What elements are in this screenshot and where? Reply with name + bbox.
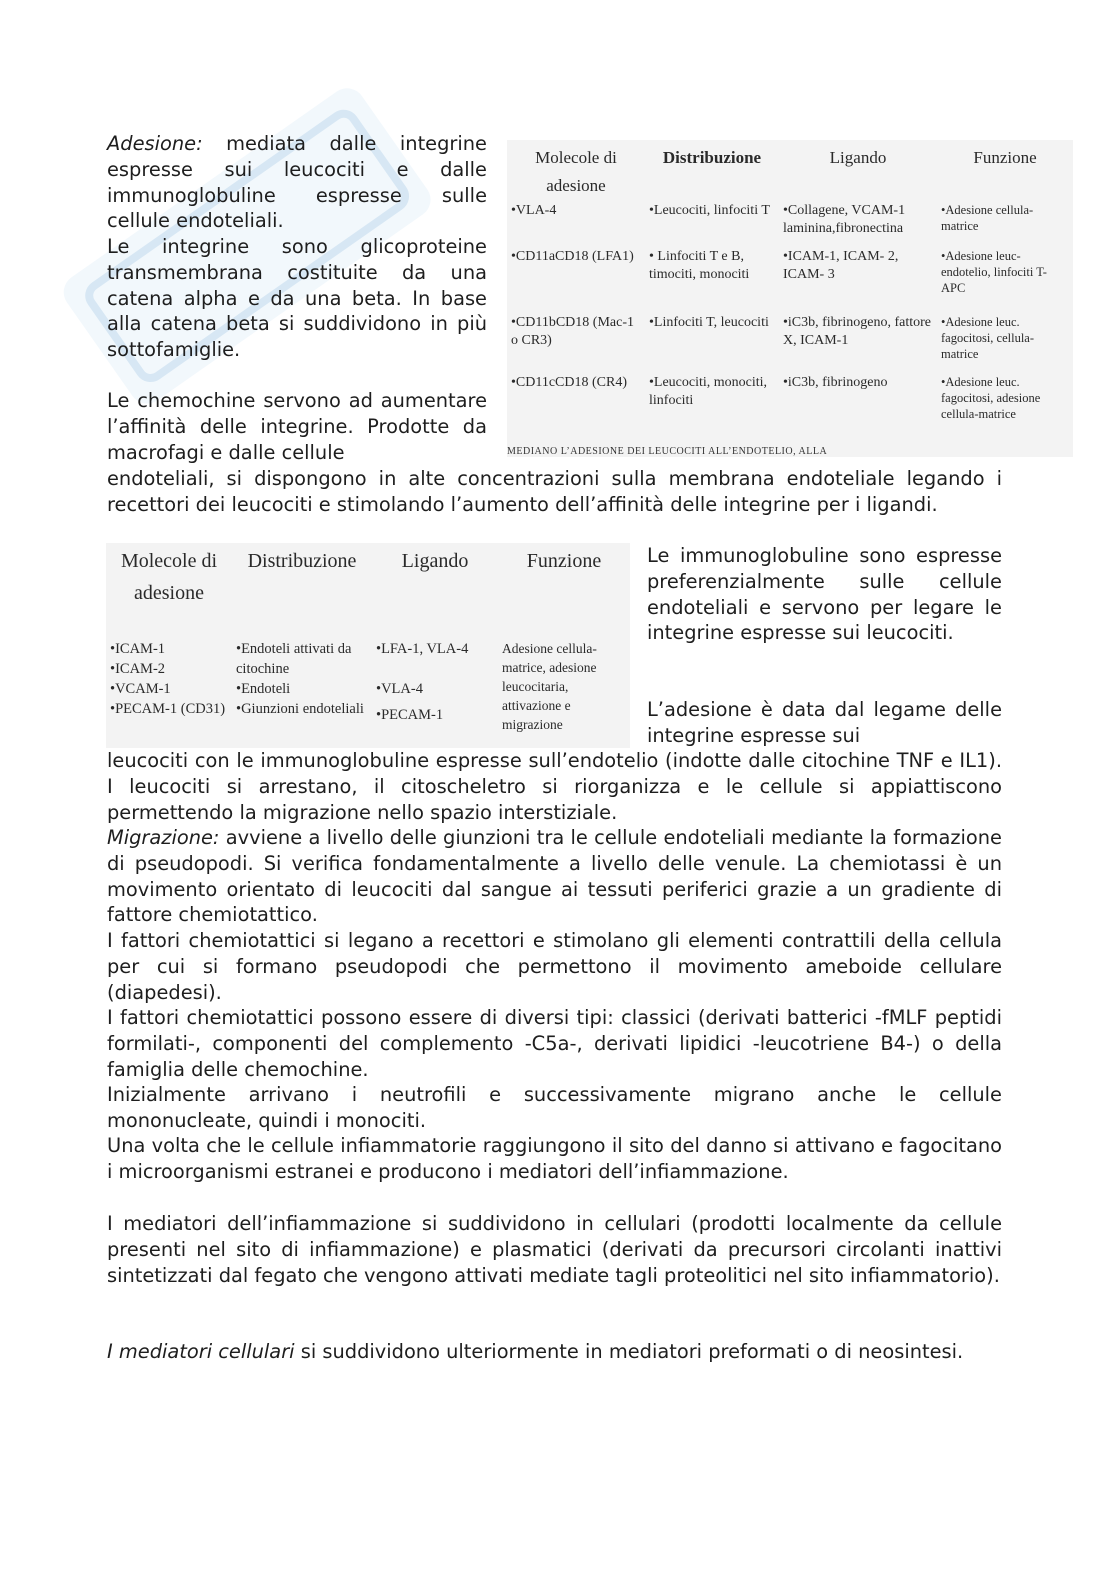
paragraph-cellule-infiammatorie: Una volta che le cellule infiammatorie raggiungono il sito del danno si attivano e fagocitano i microorganismi estranei e producono i mediatori dell’infiammazione. [107, 1134, 1002, 1183]
t1-cell: •CD11aCD18 (LFA1) [511, 249, 634, 264]
table-row [507, 374, 1073, 444]
t1-cell: •iC3b, fibrinogeno [783, 375, 888, 390]
t2-cell: •VLA-4 [376, 681, 423, 697]
t2-cell: •Endoteli [236, 681, 291, 697]
t2-cell: Adesione cellula-matrice, adesione leucocitaria, attivazione e migrazione [502, 641, 597, 732]
paragraph-neutrofili: Inizialmente arrivano i neutrofili e successivamente migrano anche le cellule mononucleate, quindi i monociti. [107, 1083, 1002, 1132]
t2-cell: •PECAM-1 [376, 707, 444, 723]
t2-header-distribuzione: Distribuzione [247, 550, 357, 572]
term-mediatori-cellulari: I mediatori cellulari [107, 1340, 295, 1363]
term-migrazione: Migrazione: [107, 826, 220, 849]
immunoglobulin-table [106, 543, 630, 748]
t1-cell: •iC3b, fibrinogeno, fattore X, ICAM-1 [783, 315, 931, 348]
paragraph-chemochine-start: Le chemochine servono ad aumentare l’affinità delle integrine. Prodotte da macrofagi e dalle cellule [107, 389, 487, 464]
paragraph-chemochine-end: endoteliali, si dispongono in alte concentrazioni sulla membrana endoteliale legando i recettori dei leucociti e stimolando l’aumento dell’affinità delle integrine per i ligandi. [107, 467, 1002, 516]
paragraph-mediatori: I mediatori dell’infiammazione si suddividono in cellulari (prodotti localmente da cellule presenti nel sito di infiammazione) e plasmatici (derivati da precursori circolanti inattivi sintetizzati dal fegato che vengono attivati mediate tagli proteolitici nel sito infiammatorio). [107, 1212, 1002, 1287]
paragraph-adesione-legame-end: leucociti con le immunoglobuline espresse sull’endotelio (indotte dalle citochine TNF e IL1). I leucociti si arrestano, il citoscheletro si riorganizza e le cellule si appiattiscono permettendo la migrazione nello spazio interstiziale. [107, 749, 1002, 824]
t2-cell: •VCAM-1 [110, 681, 171, 697]
t1-cell: •Leucociti, monociti, linfociti [649, 375, 768, 408]
t1-cell: •Adesione leuc-endotelio, linfociti T-APC [941, 249, 1047, 295]
t2-header-funzione: Funzione [526, 550, 602, 572]
t1-cell: •Adesione cellula-matrice [941, 203, 1034, 233]
t1-header-ligando: Ligando [829, 148, 887, 167]
t2-cell: •LFA-1, VLA-4 [376, 641, 469, 657]
t1-cell: •Adesione leuc. fagocitosi, adesione cellula-matrice [941, 375, 1041, 421]
mediatori-cellulari-text: si suddividono ulteriormente in mediatori preformati o di neosintesi. [294, 1340, 964, 1363]
t2-cell: •PECAM-1 (CD31) [110, 701, 226, 717]
t2-header-molecole: Molecole di adesione [120, 550, 218, 604]
paragraph-immunoglobuline: Le immunoglobuline sono espresse preferenzialmente sulle cellule endoteliali e servono per legare le integrine espresse sui leucociti. [647, 544, 1002, 645]
t2-cell: •ICAM-1 [110, 641, 166, 657]
paragraph-migrazione [107, 825, 1002, 928]
t1-cell: •VLA-4 [511, 203, 557, 218]
t2-header-ligando: Ligando [401, 550, 469, 572]
t1-header-molecole: Molecole di adesione [535, 148, 617, 195]
t1-cell: • Linfociti T e B, timociti, monociti [649, 249, 750, 282]
t2-cell: •Giunzioni endoteliali [236, 701, 364, 717]
paragraph-integrine: Le integrine sono glicoproteine transmembrana costituite da una catena alpha e da una beta. In base alla catena beta si suddividono in più sottofamiglie. [107, 235, 487, 362]
t1-cell: •Collagene, VCAM-1 laminina,fibronectina [783, 203, 906, 236]
term-adesione: Adesione: [107, 132, 203, 155]
t2-cell: •Endoteli attivati da citochine [236, 641, 352, 677]
adesione-text: mediata dalle integrine espresse sui leucociti e dalle immunoglobuline espresse sulle cellule endoteliali. [107, 132, 487, 233]
t1-cell: •Linfociti T, leucociti [649, 315, 769, 330]
table-row [507, 314, 1073, 374]
integrin-table [507, 140, 1073, 457]
t1-cell: •CD11cCD18 (CR4) [511, 375, 627, 390]
table-row [507, 202, 1073, 248]
table-row [507, 248, 1073, 314]
paragraph-adesione [107, 131, 487, 234]
table-row [106, 639, 630, 734]
t1-cell: •ICAM-1, ICAM- 2, ICAM- 3 [783, 249, 899, 282]
table-caption: MEDIANO L’ADESIONE DEI LEUCOCITI ALL’ENDOTELIO, ALLA [507, 446, 828, 457]
paragraph-fattori-1: I fattori chemiotattici si legano a recettori e stimolano gli elementi contrattili della cellula per cui si formano pseudopodi che permettono il movimento ameboide cellulare (diapedesi). [107, 929, 1002, 1004]
migrazione-text: avviene a livello delle giunzioni tra le cellule endoteliali mediante la formazione di pseudopodi. Si verifica fondamentalmente a livello delle venule. La chemiotassi è un movimento orientato di leucociti dal sangue ai tessuti periferici grazie a un gradiente di fattore chemiotattico. [107, 826, 1002, 927]
t1-header-distribuzione: Distribuzione [662, 148, 762, 167]
t1-cell: •Leucociti, linfociti T [649, 203, 770, 218]
paragraph-fattori-2: I fattori chemiotattici possono essere di diversi tipi: classici (derivati batterici -fMLF peptidi formilati-, componenti del complemento -C5a-, derivati lipidici -leucotriene B4-) o della famiglia delle chemochine. [107, 1006, 1002, 1081]
t1-cell: •Adesione leuc. fagocitosi, cellula-matrice [941, 315, 1035, 361]
t1-cell: •CD11bCD18 (Mac-1 o CR3) [511, 315, 634, 348]
paragraph-mediatori-cellulari [107, 1339, 1002, 1365]
paragraph-adesione-legame-start: L’adesione è data dal legame delle integrine espresse sui [647, 698, 1002, 747]
t1-header-funzione: Funzione [973, 148, 1037, 167]
t2-cell: •ICAM-2 [110, 661, 166, 677]
